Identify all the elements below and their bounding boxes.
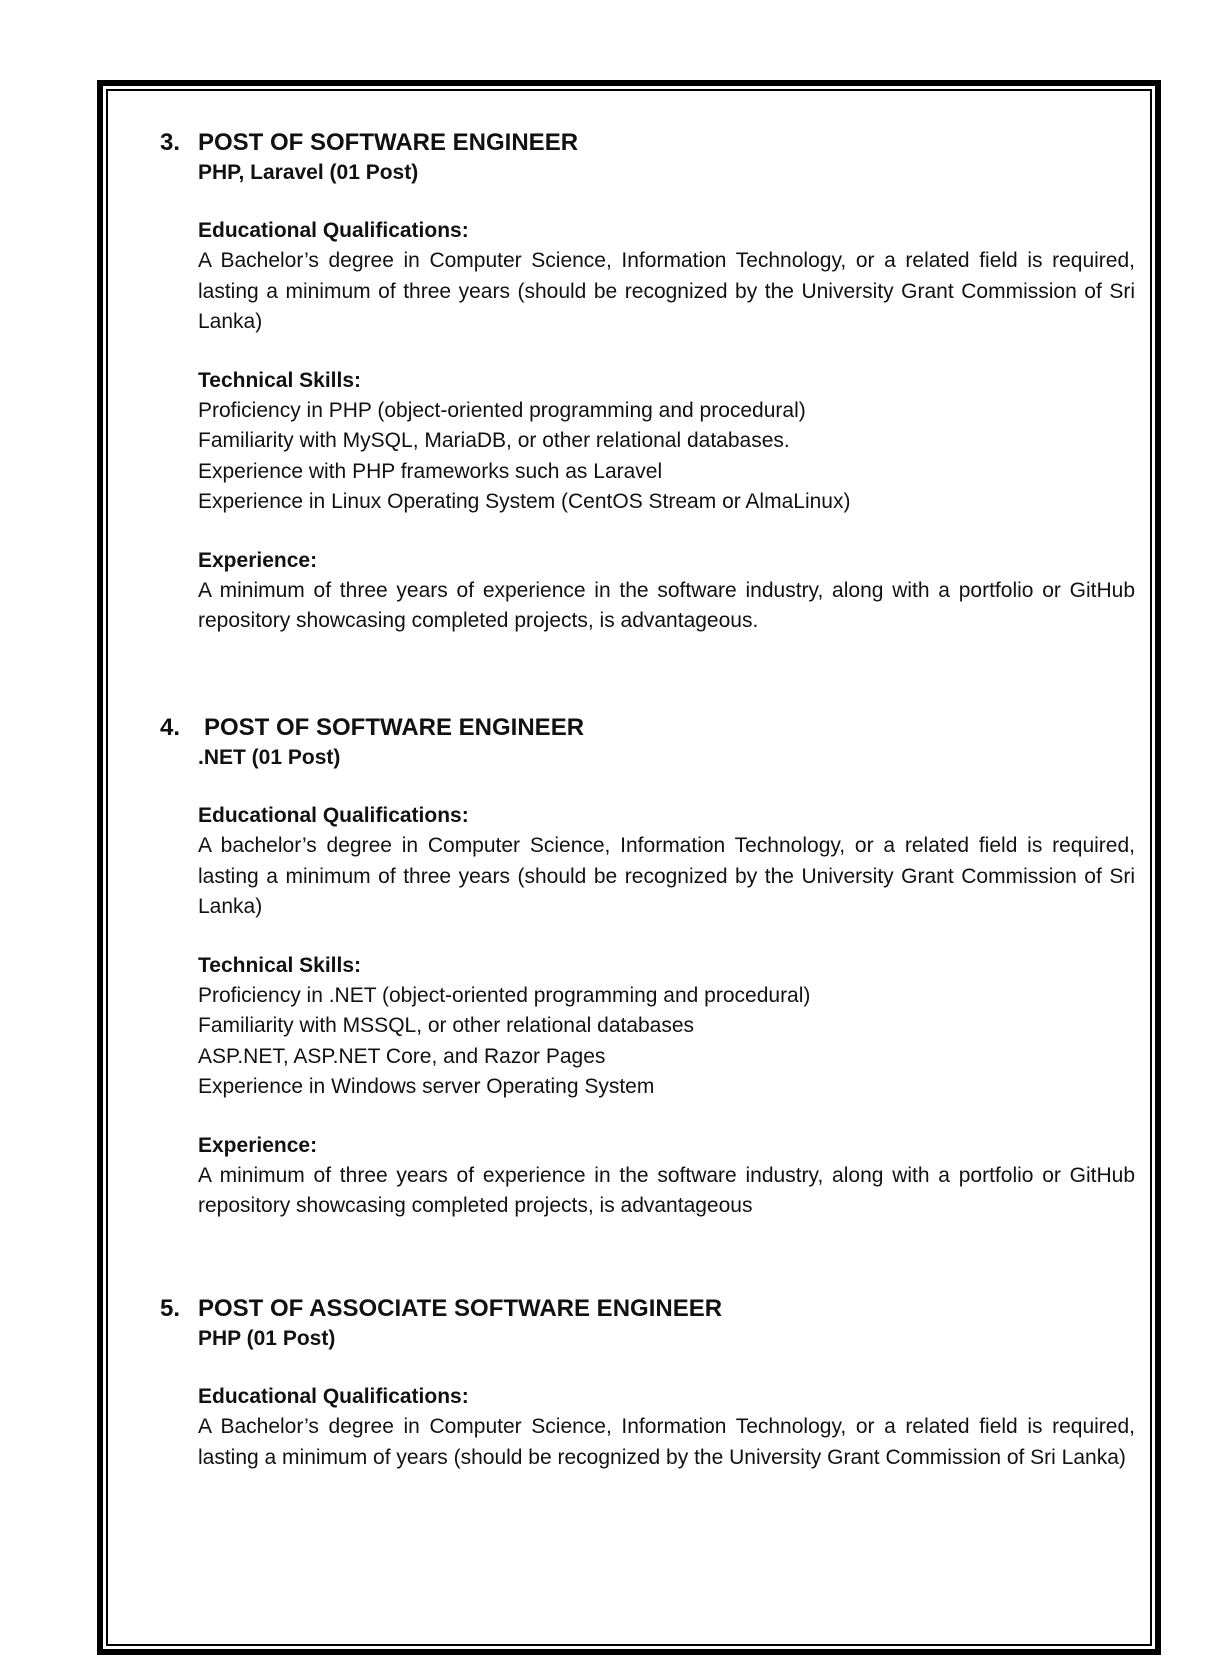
section-number: 4. bbox=[160, 714, 181, 741]
job-section-4 bbox=[160, 713, 1135, 1222]
section-subtitle: .NET (01 Post) bbox=[198, 746, 341, 769]
skill-item: Familiarity with MSSQL, or other relational databases bbox=[198, 1014, 695, 1037]
section-heading bbox=[160, 713, 1135, 743]
experience-label: Experience: bbox=[198, 548, 318, 572]
skills-label: Technical Skills: bbox=[198, 953, 362, 977]
skill-item: Proficiency in .NET (object-oriented programming and procedural) bbox=[198, 983, 811, 1007]
skill-item: Experience with PHP frameworks such as Laravel bbox=[198, 459, 663, 483]
experience-label: Experience: bbox=[198, 1133, 318, 1157]
experience-text: A minimum of three years of experience in the software industry, along with a portfolio or GitHub repository showcasing completed projects, is advantageous bbox=[198, 1163, 1135, 1217]
job-section-5 bbox=[160, 1294, 1135, 1473]
skill-item: ASP.NET, ASP.NET Core, and Razor Pages bbox=[198, 1044, 606, 1068]
section-number: 5. bbox=[160, 1295, 181, 1322]
skill-item: Familiarity with MySQL, MariaDB, or other relational databases. bbox=[198, 429, 790, 452]
section-title: POST OF SOFTWARE ENGINEER bbox=[198, 129, 579, 156]
skill-item: Experience in Windows server Operating System bbox=[198, 1075, 655, 1098]
skills-label: Technical Skills: bbox=[198, 368, 362, 392]
education-label: Educational Qualifications: bbox=[198, 1385, 469, 1408]
education-text: A Bachelor’s degree in Computer Science, Information Technology, or a related field is required, lasting a minimum of three years (should be recognized by the University Grant Commission of Sri Lanka) bbox=[198, 249, 1135, 333]
education-text: A Bachelor’s degree in Computer Science, Information Technology, or a related field is required, lasting a minimum of years (should be recognized by the University Grant Commission of Sri Lanka) bbox=[198, 1415, 1135, 1469]
experience-text: A minimum of three years of experience in the software industry, along with a portfolio or GitHub repository showcasing completed projects, is advantageous. bbox=[198, 578, 1135, 632]
section-heading bbox=[160, 1294, 1135, 1324]
section-heading bbox=[160, 128, 1135, 158]
education-label: Educational Qualifications: bbox=[198, 804, 469, 827]
section-number: 3. bbox=[160, 129, 181, 156]
skill-item: Proficiency in PHP (object-oriented programming and procedural) bbox=[198, 398, 806, 422]
section-title: POST OF ASSOCIATE SOFTWARE ENGINEER bbox=[198, 1295, 723, 1322]
section-subtitle: PHP (01 Post) bbox=[198, 1327, 336, 1350]
job-section-3 bbox=[160, 128, 1135, 637]
education-label: Educational Qualifications: bbox=[198, 219, 469, 242]
section-subtitle: PHP, Laravel (01 Post) bbox=[198, 161, 419, 184]
skill-item: Experience in Linux Operating System (CentOS Stream or AlmaLinux) bbox=[198, 490, 851, 513]
section-title: POST OF SOFTWARE ENGINEER bbox=[204, 714, 585, 741]
education-text: A bachelor’s degree in Computer Science, Information Technology, or a related field is required, lasting a minimum of three years (should be recognized by the University Grant Commission of Sri Lanka) bbox=[198, 834, 1135, 918]
